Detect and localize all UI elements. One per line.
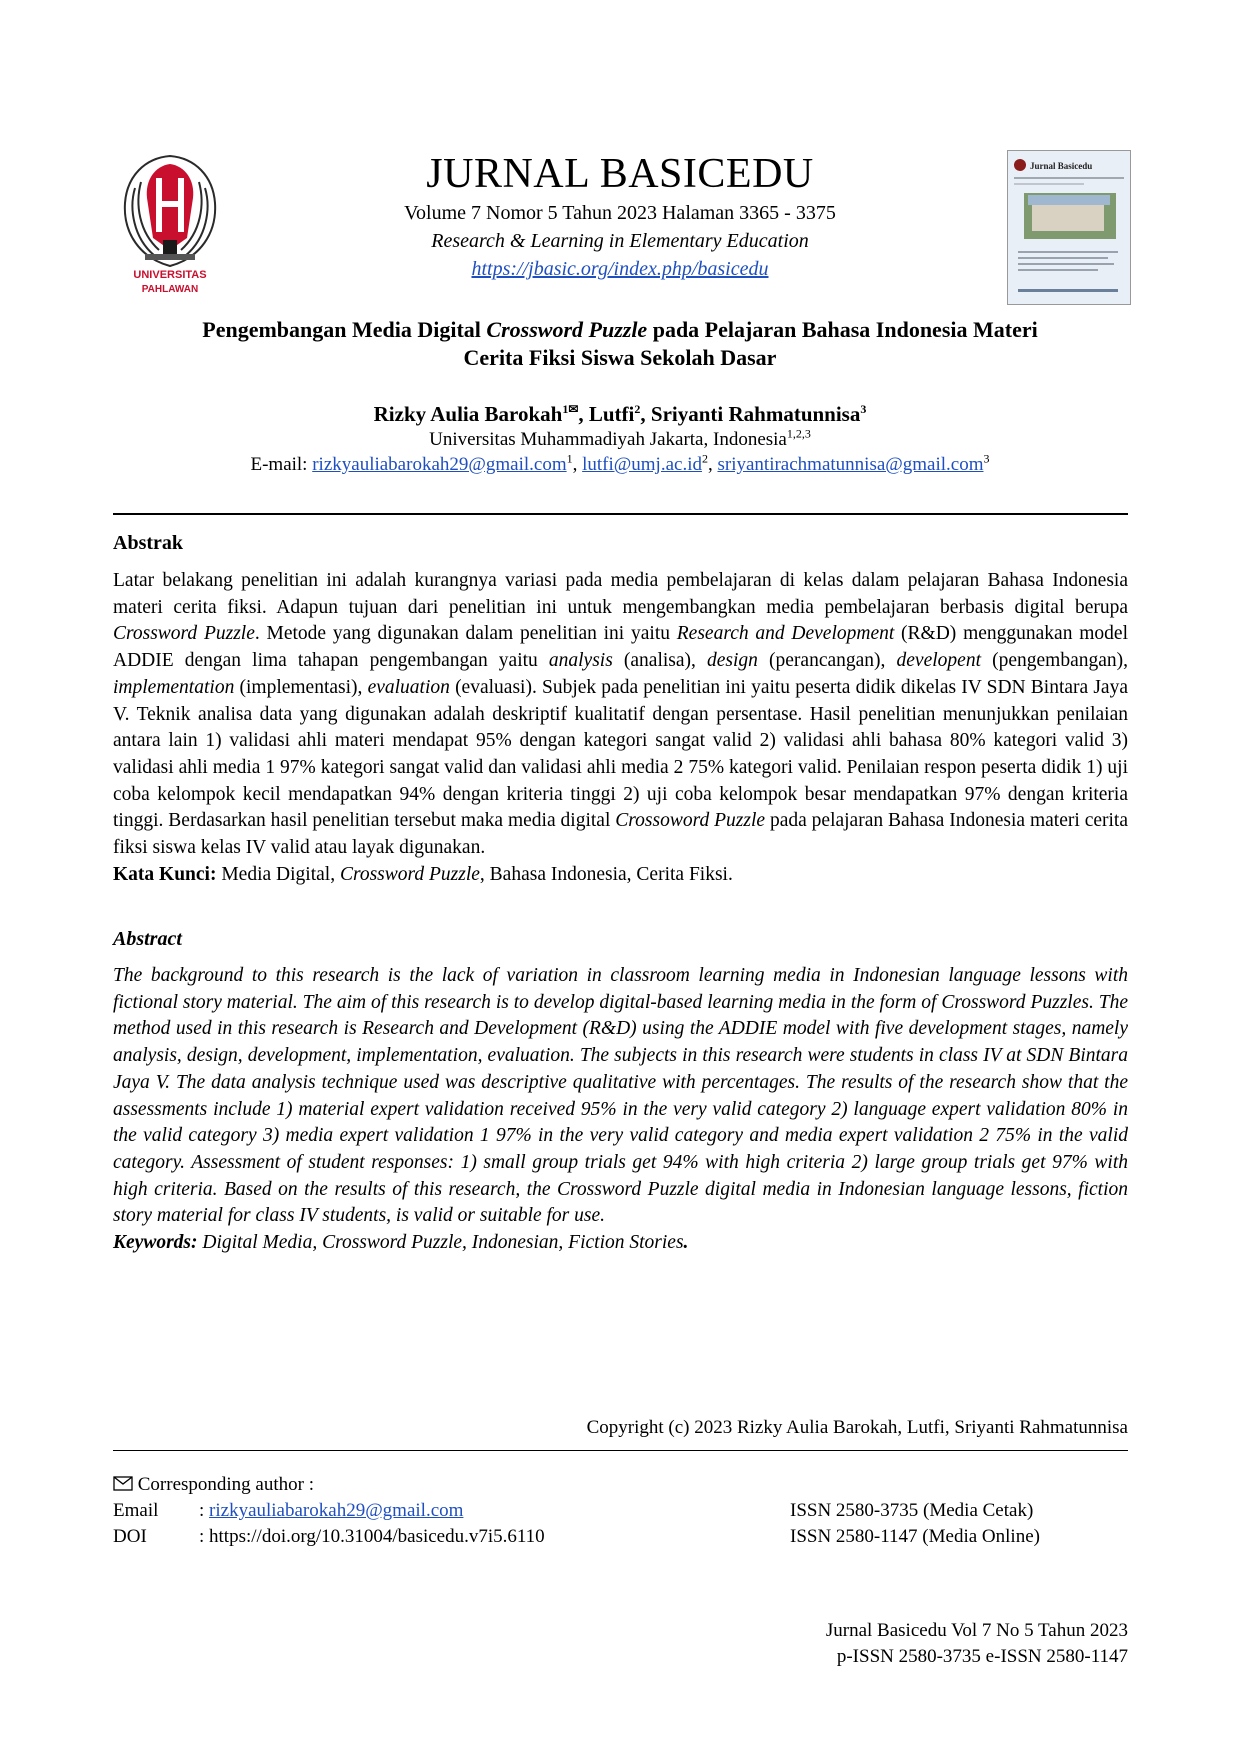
- abstrak-italic-5: developent: [896, 650, 981, 672]
- email-link-1[interactable]: rizkyauliabarokah29@gmail.com: [312, 454, 567, 475]
- abstrak-seg-2: . Metode yang digunakan dalam penelitian ini yaitu: [254, 623, 677, 645]
- corr-email-key: Email: [113, 1500, 159, 1521]
- affiliation: [0, 428, 1240, 452]
- author-emails: [0, 452, 1240, 478]
- corresponding-author-row: [113, 1472, 314, 1498]
- abstrak-italic-8: Crossoword Puzzle: [615, 810, 766, 832]
- kata-kunci-seg-1: Media Digital,: [216, 863, 340, 885]
- abstrak-italic-2: Research and Development: [676, 623, 895, 645]
- journal-title: JURNAL BASICEDU: [426, 151, 814, 197]
- abstrak-seg-5: (perancangan),: [757, 650, 897, 672]
- journal-cover-thumbnail: [1007, 150, 1131, 305]
- abstrak-seg-7: (implementasi),: [234, 676, 368, 698]
- cover-title: Jurnal Basicedu: [1030, 161, 1093, 171]
- running-footer-1: Jurnal Basicedu Vol 7 No 5 Tahun 2023: [825, 1620, 1128, 1641]
- issn-print: ISSN 2580-3735 (Media Cetak): [790, 1500, 1034, 1521]
- email-sup-1: 1: [566, 451, 573, 466]
- corr-email-link[interactable]: rizkyauliabarokah29@gmail.com: [209, 1500, 464, 1521]
- author-1-sup: 1✉: [562, 402, 579, 416]
- abstrak-seg-3: (R&D) menggunakan model ADDIE dengan lima tahapan pengembangan yaitu: [113, 623, 1128, 672]
- email-label: E-mail:: [250, 454, 313, 475]
- kata-kunci-italic: Crossword Puzzle: [339, 863, 480, 885]
- author-list: [0, 400, 1240, 428]
- abstrak-seg-9: pada pelajaran Bahasa Indonesia materi cerita fiksi siswa kelas IV valid atau layak digunakan.: [113, 810, 1128, 859]
- abstract-body: [113, 963, 1128, 1257]
- logo-text-1: UNIVERSITAS: [133, 269, 207, 281]
- author-3-sup: 3: [860, 402, 867, 416]
- abstrak-italic-4: design: [707, 650, 758, 672]
- journal-url-link[interactable]: https://jbasic.org/index.php/basicedu: [471, 258, 769, 280]
- abstrak-seg-6: (pengembangan),: [981, 650, 1128, 672]
- volume-line: Volume 7 Nomor 5 Tahun 2023 Halaman 3365 - 3375: [404, 202, 836, 224]
- abstract-text: The background to this research is the lack of variation in classroom learning media in Indonesian language lessons with fictional story material. The aim of this research is to develop digital-based learning media in the form of Crossword Puzzles. The method used in this research is Research and Development (R&D) using the ADDIE model with five development stages, namely analysis, design, development, implementation, evaluation. The subjects in this research were students in class IV at SDN Bintara Jaya V. The data analysis technique used was descriptive qualitative with percentages. The results of the research show that the assessments include 1) material expert validation received 95% in the very valid category 2) language expert validation 80% in the valid category 3) media expert validation 1 97% in the very valid category and media expert validation 2 75% in the valid category. Assessment of student responses: 1) small group trials get 94% with high criteria 2) large group trials get 97% with high criteria. Based on the results of this research, the Crossword Puzzle digital media in Indonesian language lessons, fiction story material for class IV students, is valid or suitable for use.: [113, 965, 1128, 1227]
- paper-title: [120, 316, 1120, 372]
- paper-title-part2: pada Pelajaran Bahasa Indonesia Materi: [647, 317, 1038, 342]
- keywords-label: Keywords:: [113, 1232, 198, 1254]
- corr-email-row: [113, 1498, 463, 1524]
- abstrak-heading: Abstrak: [113, 532, 184, 554]
- email-link-3[interactable]: sriyantirachmatunnisa@gmail.com: [717, 454, 984, 475]
- abstrak-italic-3: analysis: [548, 650, 613, 672]
- logo-text-2: PAHLAWAN: [141, 284, 199, 295]
- email-sup-2: 2: [701, 451, 708, 466]
- keywords-end: .: [683, 1232, 689, 1254]
- footer-divider: [113, 1450, 1128, 1451]
- affiliation-text: Universitas Muhammadiyah Jakarta, Indonesia: [429, 429, 787, 450]
- email-sup-3: 3: [983, 451, 990, 466]
- issn-online: ISSN 2580-1147 (Media Online): [790, 1526, 1040, 1547]
- corresponding-author-label: Corresponding author :: [137, 1474, 315, 1495]
- email-link-2[interactable]: lutfi@umj.ac.id: [582, 454, 702, 475]
- author-3: , Sriyanti Rahmatunnisa: [640, 402, 861, 426]
- email-sep-1: ,: [572, 454, 583, 475]
- email-sep-2: ,: [707, 454, 718, 475]
- abstrak-seg-4: (analisa),: [612, 650, 708, 672]
- author-2: , Lutfi: [578, 402, 635, 426]
- keywords: [113, 1230, 1128, 1257]
- doi-value: : https://doi.org/10.31004/basicedu.v7i5.6110: [199, 1526, 545, 1547]
- author-1: Rizky Aulia Barokah: [373, 402, 563, 426]
- keywords-text: Digital Media, Crossword Puzzle, Indonesian, Fiction Stories: [197, 1232, 684, 1254]
- abstract-heading: Abstract: [113, 928, 182, 950]
- author-2-sup: 2: [634, 402, 641, 416]
- paper-title-part1: Pengembangan Media Digital: [202, 317, 487, 342]
- running-footer-2: p-ISSN 2580-3735 e-ISSN 2580-1147: [836, 1646, 1128, 1667]
- paper-title-italic: Crossword Puzzle: [486, 317, 648, 342]
- abstrak-body: [113, 568, 1128, 888]
- kata-kunci-seg-2: , Bahasa Indonesia, Cerita Fiksi.: [479, 863, 733, 885]
- kata-kunci: [113, 862, 1128, 889]
- copyright-notice: Copyright (c) 2023 Rizky Aulia Barokah, Lutfi, Sriyanti Rahmatunnisa: [586, 1417, 1128, 1438]
- corr-email-colon: :: [199, 1500, 210, 1521]
- abstrak-text: [113, 568, 1128, 862]
- abstrak-italic-1: Crossword Puzzle: [113, 623, 255, 645]
- envelope-icon: [113, 1474, 138, 1495]
- header-divider: [113, 513, 1128, 515]
- abstrak-italic-7: evaluation: [367, 676, 450, 698]
- paper-title-line2: Cerita Fiksi Siswa Sekolah Dasar: [463, 345, 777, 370]
- kata-kunci-label: Kata Kunci:: [113, 863, 217, 885]
- journal-tagline: Research & Learning in Elementary Education: [431, 230, 809, 252]
- doi-row: [113, 1524, 545, 1550]
- abstrak-seg-8: (evaluasi). Subjek pada penelitian ini yaitu peserta didik dikelas IV SDN Bintara Jaya V. Teknik analisa data yang digunakan adalah deskriptif kualitatif dengan persentase. Hasil penelitian menunjukkan penilaian antara lain 1) validasi ahli materi mendapat 95% dengan kategori sangat valid 2) validasi ahli bahasa 80% kategori valid 3) validasi ahli media 1 97% kategori sangat valid dan validasi ahli media 2 75% kategori valid. Penilaian respon peserta didik 1) uji coba kelompok kecil mendapatkan 94% dengan kriteria tinggi 2) uji coba kelompok besar mendapatkan 97% dengan kriteria tinggi. Berdasarkan hasil penelitian tersebut maka media digital: [113, 676, 1128, 832]
- abstrak-italic-6: implementation: [113, 676, 235, 698]
- doi-key: DOI: [113, 1526, 147, 1547]
- abstrak-seg-1: Latar belakang penelitian ini adalah kurangnya variasi pada media pembelajaran di kelas dalam pelajaran Bahasa Indonesia materi cerita fiksi. Adapun tujuan dari penelitian ini untuk mengembangkan media pembelajaran berbasis digital berupa: [113, 570, 1128, 618]
- affiliation-sup: 1,2,3: [786, 426, 811, 441]
